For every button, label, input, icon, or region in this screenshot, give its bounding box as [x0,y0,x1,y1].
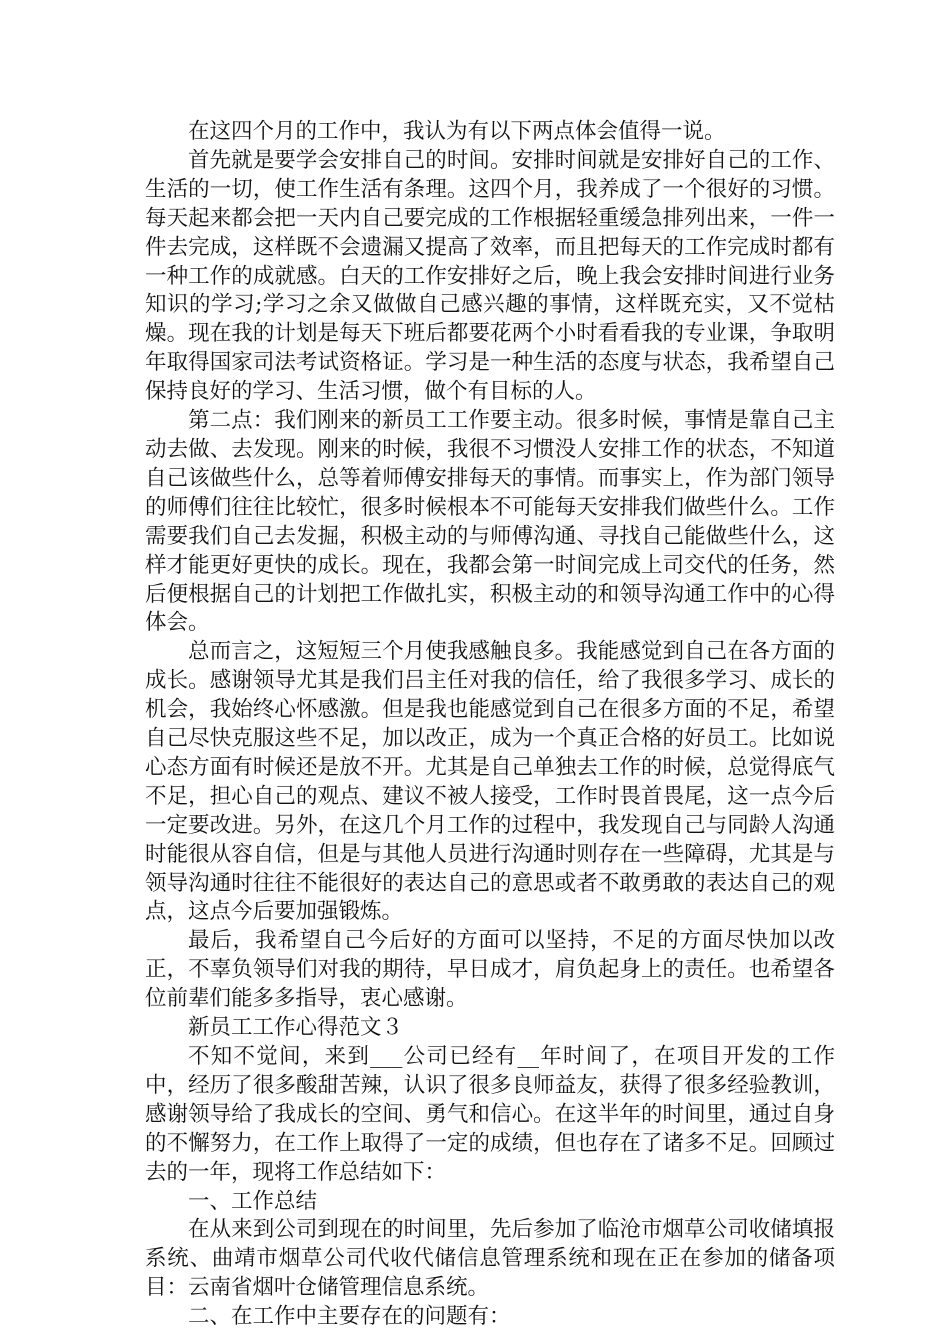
document-page [145,118,835,1332]
paragraph-summary: 总而言之，这短短三个月使我感触良多。我能感觉到自己在各方面的成长。感谢领导尤其是我们吕主任对我的信任，给了我很多学习、成长的机会，我始终心怀感激。但是我也能感觉到自己在很多方面的不足，希望自己尽快克服这些不足，加以改正，成为一个真正合格的好员工。比如说心态方面有时候还是放不开。尤其是自己单独去工作的时候，总觉得底气不足，担心自己的观点、建议不被人接受，工作时畏首畏尾，这一点今后一定要改进。另外，在这几个月工作的过程中，我发现自己与同龄人沟通时能很从容自信，但是与其他人员进行沟通时则存在一些障碍，尤其是与领导沟通时往往不能很好的表达自己的意思或者不敢勇敢的表达自己的观点，这点今后要加强锻炼。 [145,639,835,925]
paragraph-sample3-intro: 不知不觉间，来到___公司已经有__年时间了，在项目开发的工作中，经历了很多酸甜苦辣，认识了很多良师益友，获得了很多经验教训，感谢领导给了我成长的空间、勇气和信心。在这半年的时间里，通过自身的不懈努力，在工作上取得了一定的成绩，但也存在了诸多不足。回顾过去的一年，现将工作总结如下： [145,1044,835,1185]
paragraph-projects: 在从来到公司到现在的时间里，先后参加了临沧市烟草公司收储填报系统、曲靖市烟草公司代收代储信息管理系统和现在正在参加的储备项目：云南省烟叶仓储管理信息系统。 [145,1217,835,1301]
paragraph-intro: 在这四个月的工作中，我认为有以下两点体会值得一说。 [188,119,726,144]
subheading-problems: 二、在工作中主要存在的问题有： [188,1304,511,1330]
paragraph-closing: 最后，我希望自己今后好的方面可以坚持，不足的方面尽快加以改正，不辜负领导们对我的期待，早日成才，肩负起身上的责任。也希望各位前辈们能多多指导，衷心感谢。 [145,928,835,1012]
section-title: 新员工工作心得范文３ [188,1015,404,1041]
paragraph-initiative: 第二点：我们刚来的新员工工作要主动。很多时候，事情是靠自己主动去做、去发现。刚来的时候，我很不习惯没人安排工作的状态，不知道自己该做些什么，总等着师傅安排每天的事情。而事实上，作为部门领导的师傅们往往比较忙，很多时候根本不可能每天安排我们做些什么。工作需要我们自己去发掘，积极主动的与师傅沟通、寻找自己能做些什么，这样才能更好更快的成长。现在，我都会第一时间完成上司交代的任务，然后便根据自己的计划把工作做扎实，积极主动的和领导沟通工作中的心得体会。 [145,408,835,636]
paragraph-time-management: 首先就是要学会安排自己的时间。安排时间就是安排好自己的工作、生活的一切，使工作生活有条理。这四个月，我养成了一个很好的习惯。每天起来都会把一天内自己要完成的工作根据轻重缓急排列出来，一件一件去完成，这样既不会遗漏又提高了效率，而且把每天的工作完成时都有一种工作的成就感。白天的工作安排好之后，晚上我会安排时间进行业务知识的学习;学习之余又做做自己感兴趣的事情，这样既充实，又不觉枯燥。现在我的计划是每天下班后都要花两个小时看看我的专业课，争取明年取得国家司法考试资格证。学习是一种生活的态度与状态，我希望自己保持良好的学习、生活习惯，做个有目标的人。 [145,147,835,405]
subheading-work-summary: 一、工作总结 [188,1188,318,1214]
